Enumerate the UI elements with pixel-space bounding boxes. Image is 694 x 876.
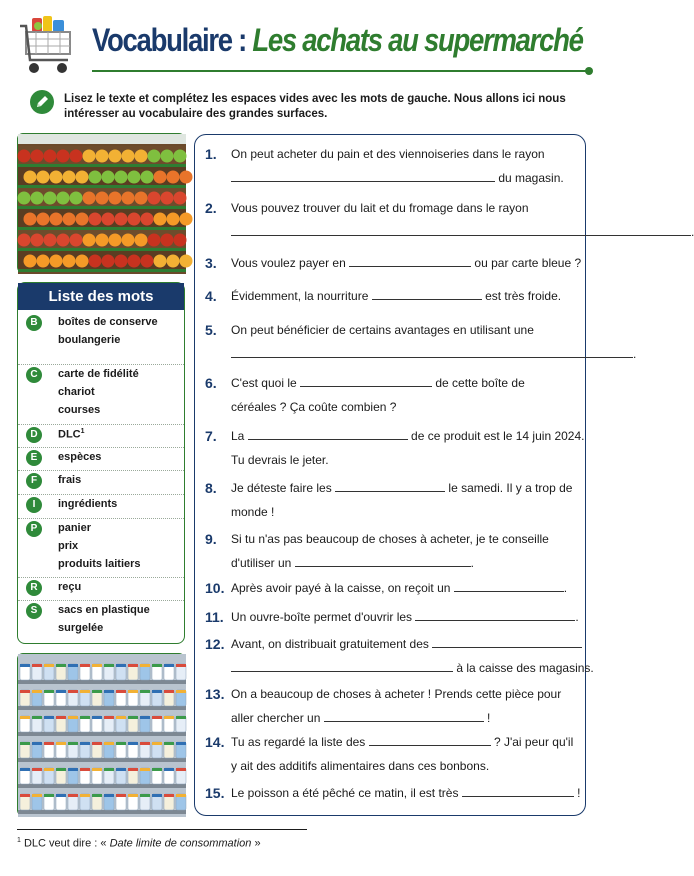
question-text: céréales ? Ça coûte combien ?: [231, 400, 397, 414]
question-text: Vous pouvez trouver du lait et du fromage dans le rayon: [231, 201, 529, 215]
title-underline-dot: [585, 67, 593, 75]
letter-badge: F: [26, 473, 42, 489]
word-item: prix: [58, 540, 79, 552]
word-item: surgelée: [58, 622, 104, 634]
word-item: reçu: [58, 581, 82, 593]
question-text: Tu devrais le jeter.: [231, 453, 329, 467]
question-text: On peut bénéficier de certains avantages en utilisant une: [231, 323, 534, 337]
question-number: 11.: [205, 609, 224, 625]
answer-blank[interactable]: [372, 289, 482, 300]
questions-panel: [194, 134, 637, 816]
footnote-rule: [17, 829, 307, 830]
word-item: espèces: [58, 451, 102, 463]
question-text: y ait des additifs alimentaires dans ces bonbons.: [231, 759, 490, 773]
word-group-e: [18, 448, 184, 471]
question-number: 2.: [205, 200, 217, 216]
word-group-r: [18, 578, 184, 601]
question-number: 3.: [205, 255, 217, 271]
answer-blank[interactable]: [231, 171, 361, 182]
question-text: Tu as regardé la liste des ? J'ai peur qu'il: [231, 735, 574, 749]
word-item: sacs en plastique: [58, 604, 150, 616]
question-text: Vous voulez payer en ou par carte bleue ?: [231, 256, 582, 270]
answer-blank[interactable]: [462, 786, 574, 797]
answer-blank[interactable]: [561, 225, 691, 236]
letter-badge: P: [26, 521, 42, 537]
question-text: Si tu n'as pas beaucoup de choses à acheter, je te conseille: [231, 532, 549, 546]
question-number: 8.: [205, 480, 217, 496]
answer-blank[interactable]: [503, 347, 633, 358]
footnote-definition: Date limite de consommation: [109, 837, 252, 850]
question-number: 5.: [205, 322, 217, 338]
answer-blank[interactable]: [324, 711, 484, 722]
answer-blank[interactable]: [454, 581, 564, 592]
question-text: Un ouvre-boîte permet d'ouvrir les .: [231, 610, 579, 624]
answer-blank[interactable]: [369, 735, 491, 746]
question-text: monde !: [231, 505, 275, 519]
question-text: La de ce produit est le 14 juin 2024.: [231, 429, 585, 443]
question-number: 13.: [205, 686, 225, 702]
answer-blank[interactable]: [231, 661, 323, 672]
footnote-marker: 1: [17, 837, 21, 844]
question-text: [231, 221, 694, 243]
shopping-cart-icon: [18, 14, 80, 78]
answer-blank[interactable]: [323, 661, 453, 672]
answer-blank[interactable]: [248, 429, 408, 440]
word-item: chariot: [58, 386, 95, 398]
word-item: carte de fidélité: [58, 368, 139, 380]
question-text: aller chercher un !: [231, 711, 491, 725]
page-title: [92, 22, 597, 66]
letter-badge: C: [26, 367, 42, 383]
question-text: à la caisse des magasins.: [231, 657, 594, 679]
word-item: boîtes de conserve: [58, 316, 158, 328]
question-text: du magasin.: [231, 167, 564, 189]
answer-blank[interactable]: [231, 347, 503, 358]
answer-blank[interactable]: [349, 256, 471, 267]
answer-blank[interactable]: [415, 610, 575, 621]
title-subtitle: Les achats au supermarché: [252, 22, 583, 58]
letter-badge: R: [26, 580, 42, 596]
word-group-c: [18, 365, 184, 425]
fruit-aisle-photo: [17, 133, 185, 273]
letter-badge: B: [26, 315, 42, 331]
answer-blank[interactable]: [295, 556, 471, 567]
footnote-marker: 1: [80, 428, 85, 435]
word-group-d: [18, 425, 184, 448]
question-number: 6.: [205, 375, 217, 391]
question-text: Évidemment, la nourriture est très froide.: [231, 289, 562, 303]
word-group-s: [18, 601, 184, 641]
answer-blank[interactable]: [335, 481, 445, 492]
question-number: 12.: [205, 636, 225, 652]
answer-blank[interactable]: [300, 376, 432, 387]
word-item: produits laitiers: [58, 558, 141, 570]
word-item: boulangerie: [58, 334, 121, 346]
question-text: C'est quoi le de cette boîte de: [231, 376, 525, 390]
word-item: DLC$^1$: [58, 428, 85, 441]
question-number: 7.: [205, 428, 217, 444]
word-list-title: Liste des mots: [18, 283, 184, 310]
question-number: 15.: [205, 785, 225, 801]
word-group-i: [18, 495, 184, 519]
title-main: Vocabulaire :: [92, 22, 253, 58]
question-number: 4.: [205, 288, 217, 304]
word-group-b: [18, 313, 184, 365]
pencil-icon: [30, 90, 54, 114]
question-text: On peut acheter du pain et des viennoiseries dans le rayon: [231, 147, 545, 161]
word-item: frais: [58, 474, 82, 486]
question-text: Le poisson a été pêché ce matin, il est très !: [231, 786, 581, 800]
word-item: ingrédients: [58, 498, 118, 510]
question-number: 14.: [205, 734, 225, 750]
footnote: [17, 837, 261, 850]
answer-blank[interactable]: [432, 637, 582, 648]
instructions: Lisez le texte et complétez les espaces vides avec les mots de gauche. Nous allons ici nous intéresser au vocabulaire des grandes surfaces.: [64, 93, 566, 120]
question-text: .: [231, 343, 636, 365]
footnote-prefix: DLC veut dire : «: [20, 837, 110, 850]
word-item: courses: [58, 404, 101, 416]
word-group-f: [18, 471, 184, 495]
letter-badge: I: [26, 497, 42, 513]
dairy-aisle-photo: [17, 653, 185, 816]
answer-blank[interactable]: [361, 171, 495, 182]
question-text: Je déteste faire les le samedi. Il y a trop de: [231, 481, 573, 495]
word-group-p: [18, 519, 184, 578]
letter-badge: D: [26, 427, 42, 443]
title-underline: [92, 70, 587, 72]
word-item: panier: [58, 522, 92, 534]
question-text: Avant, on distribuait gratuitement des: [231, 633, 582, 655]
question-number: 10.: [205, 580, 225, 596]
letter-badge: E: [26, 450, 42, 466]
footnote-suffix: »: [251, 837, 261, 850]
answer-blank[interactable]: [231, 225, 561, 236]
letter-badge: S: [26, 603, 42, 619]
word-list: [17, 282, 185, 644]
question-number: 1.: [205, 146, 217, 162]
question-text: Après avoir payé à la caisse, on reçoit un .: [231, 581, 568, 595]
question-number: 9.: [205, 531, 217, 547]
question-text: d'utiliser un .: [231, 556, 474, 570]
question-text: On a beaucoup de choses à acheter ! Prends cette pièce pour: [231, 687, 562, 701]
